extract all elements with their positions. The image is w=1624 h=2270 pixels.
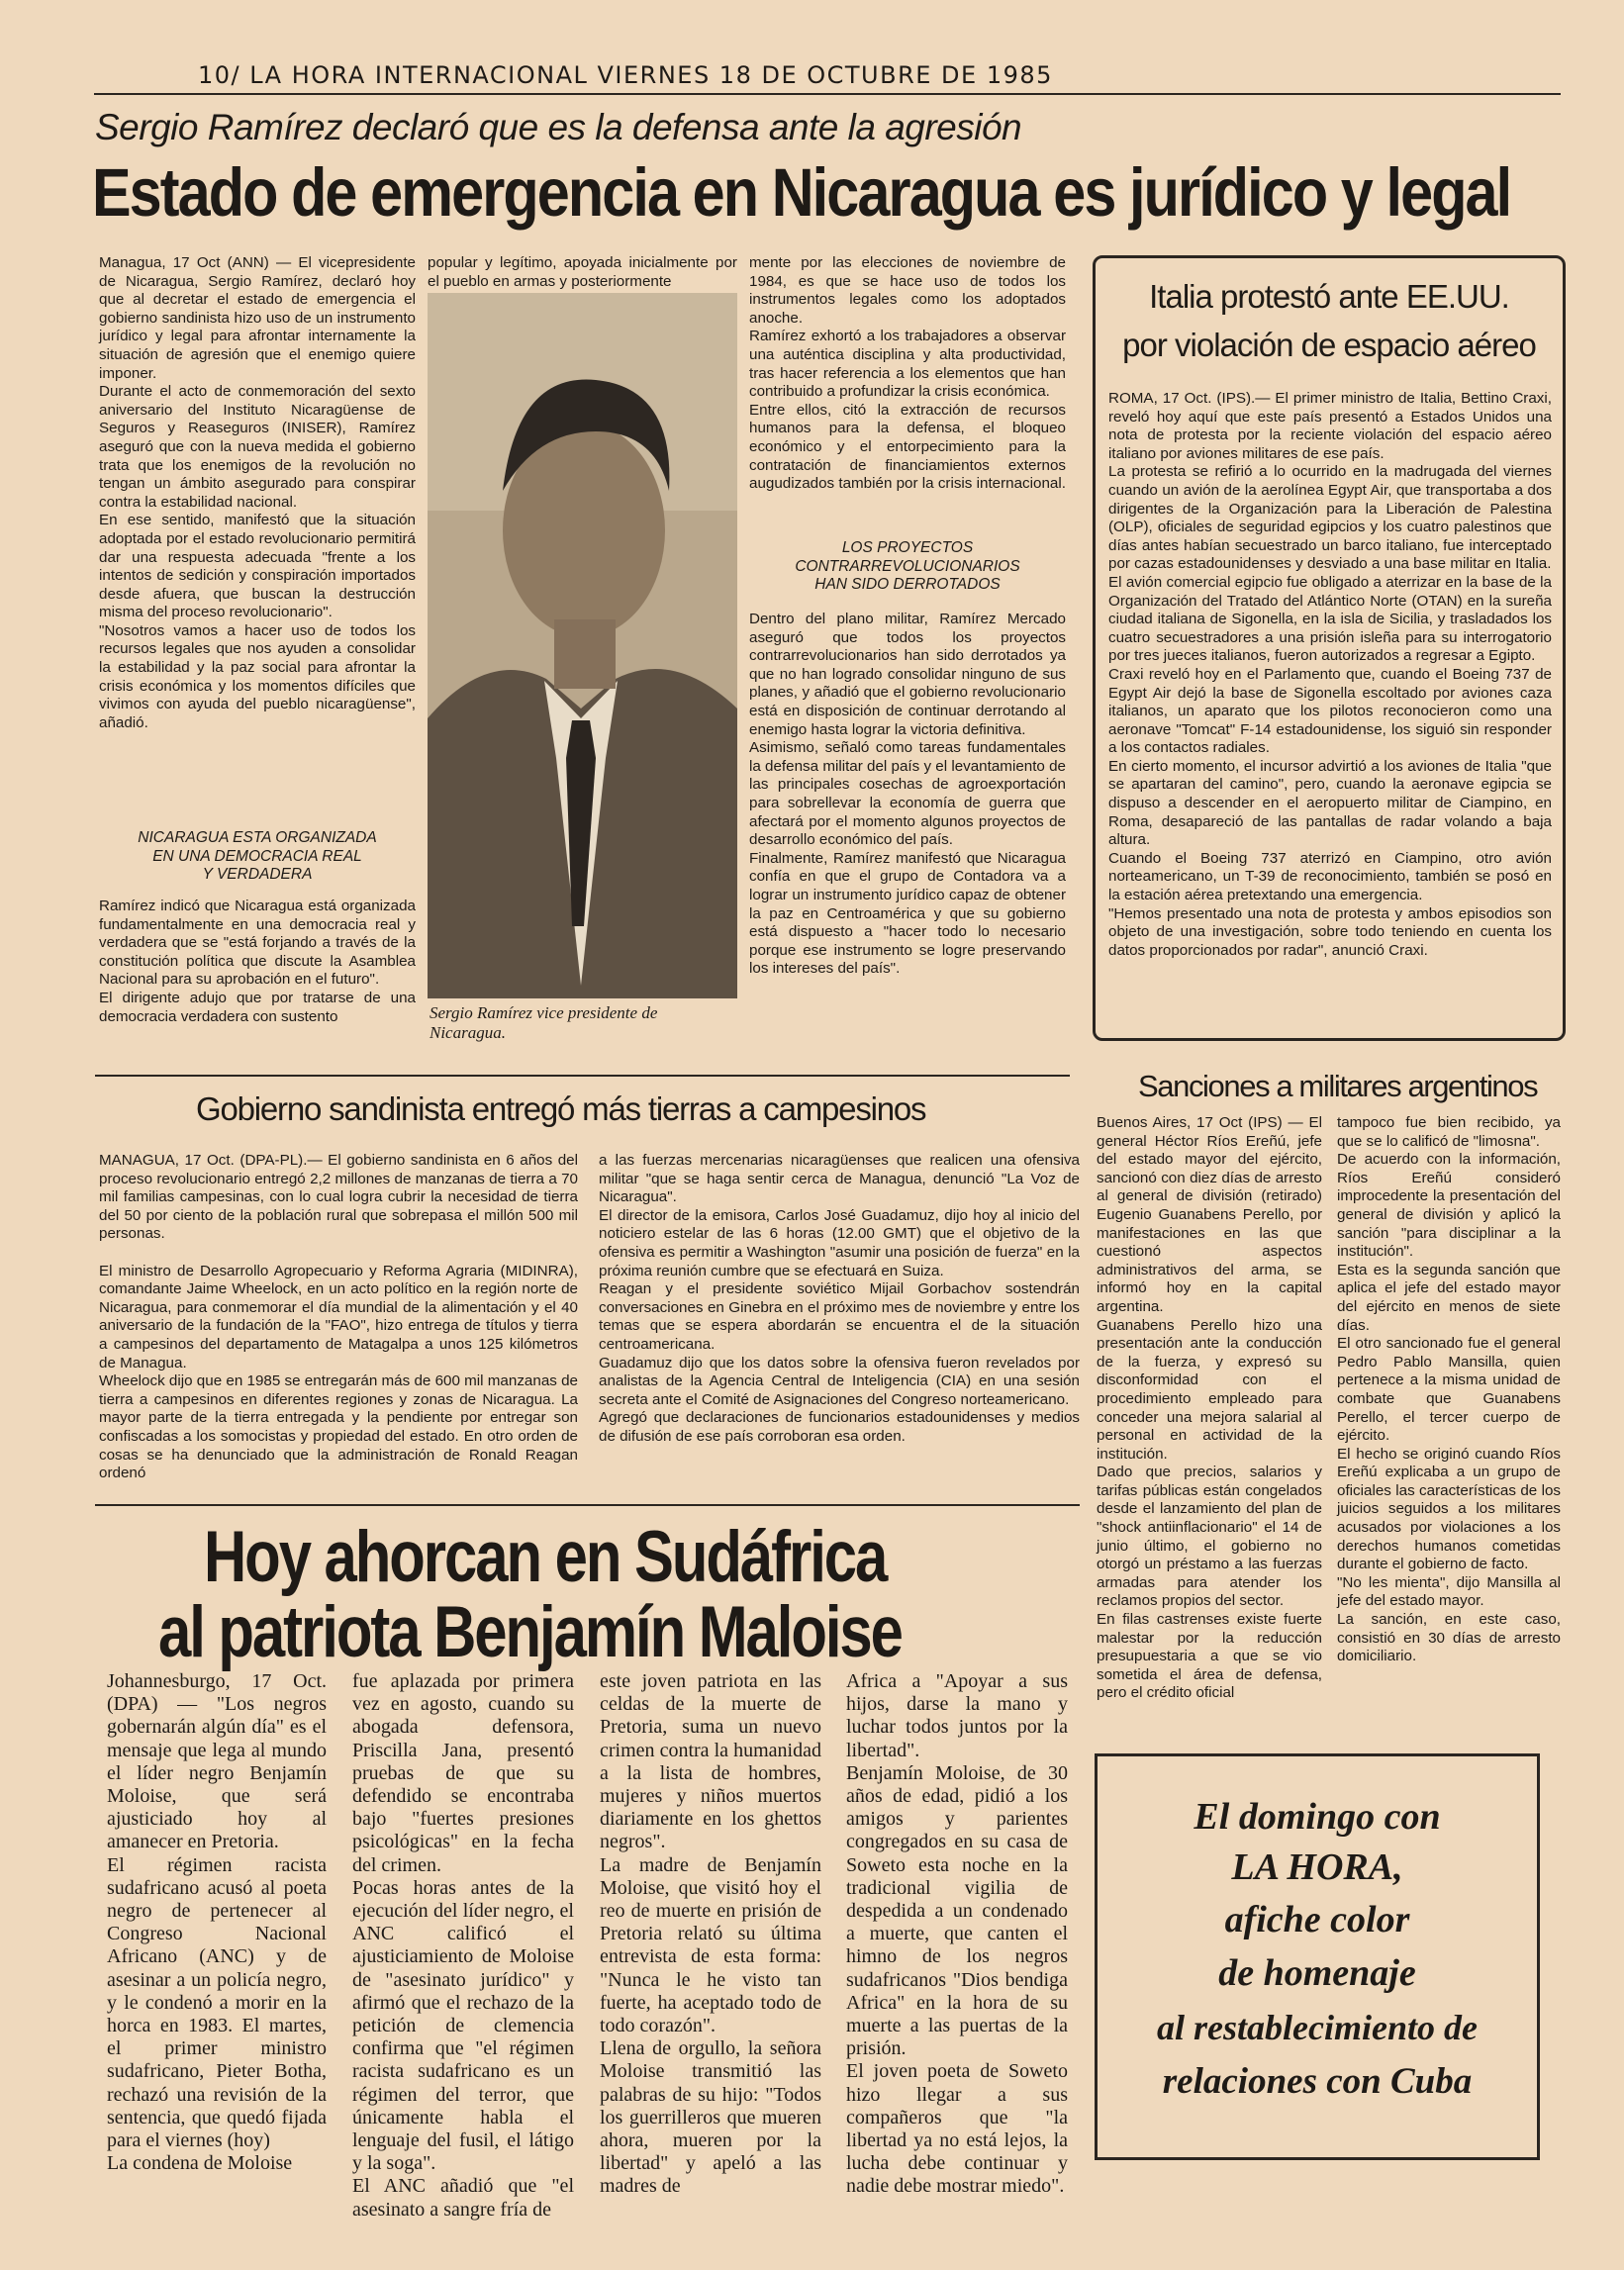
- header-rule: [94, 93, 1561, 95]
- lead-kicker: Sergio Ramírez declaró que es la defensa ante la agresión: [95, 107, 1022, 147]
- sanciones-col1: Buenos Aires, 17 Oct (IPS) — El general Héctor Ríos Ereñú, jefe del estado mayor del ejército, sancionó con diez días de arresto al general de división (retirado) Eugenio Guanabens Perello, por manifestaciones en las que cuestionó aspectos administrativos del arma, se informó hoy en la capital argentina. Guanabens Perello hizo una presentación ante la conducción de la fuerza, y expresó su disconformidad con el procedimiento empleado para conceder una mejora salarial al personal en actividad de la institución. Dado que precios, salarios y tarifas públicas están congelados desde el lanzamiento del plan de "shock antiinflacionario" el 14 de junio último, el gobierno no otorgó un préstamo a las fuerzas armadas para atender los reclamos propios del sector. En filas castrenses existe fuerte malestar por la reducción presupuestaria a que se vio sometida el área de defensa, pero el crédito oficial: [1097, 1114, 1322, 1702]
- maloise-col2: fue aplazada por primera vez en agosto, cuando su abogada defensora, Priscilla Jana, presentó pruebas de que su defendido se encontraba bajo "fuertes presiones psicológicas" en la fecha del crimen. Pocas horas antes de la ejecución del líder negro, el ANC calificó el ajusticiamiento de Moloise de "asesinato jurídico" y afirmó que el rechazo de la petición de clemencia confirma que "el régimen racista sudafricano es un régimen del terror, que únicamente habla el lenguaje del fusil, el látigo y la soga". El ANC añadió que "el asesinato a sangre fría de: [352, 1670, 574, 2221]
- lead-subhead-democracia: NICARAGUA ESTA ORGANIZADA EN UNA DEMOCRACIA REAL Y VERDADERA: [138, 829, 377, 883]
- promo-line-3: afiche color: [1224, 1899, 1410, 1940]
- promo-line-1: El domingo con: [1194, 1796, 1441, 1838]
- promo-line-2: LA HORA,: [1231, 1846, 1403, 1888]
- lead-subhead-proyectos: LOS PROYECTOS CONTRARREVOLUCIONARIOS HAN SIDO DERROTADOS: [795, 539, 1020, 593]
- lead-col1a: Managua, 17 Oct (ANN) — El vicepresidente de Nicaragua, Sergio Ramírez, declaró hoy que al decretar el estado de emergencia el gobierno sandinista hizo uso de un instrumento jurídico y legal para afrontar internamente la situación de agresión que el enemigo quiere imponer. Durante el acto de conmemoración del sexto aniversario del Instituto Nicaragüense de Seguros y Reaseguros (INISER), Ramírez aseguró que con la nueva medida el gobierno trata que los enemigos de la revolución no tengan un ámbito asegurado para conspirar contra la estabilidad nacional. En ese sentido, manifestó que la situación adoptada por el estado revolucionario permitirá dar una respuesta adecuada "frente a los intentos de sedición y conspiración importados desde afuera, que buscan la destrucción misma del proceso revolucionario". "Nosotros vamos a hacer uso de todos los recursos legales que nos ayuden a consolidar la estabilidad y la paz social para afrontar la crisis económica y los momentos difíciles que vivimos con ayuda del pueblo nicaragüense", añadió.: [99, 254, 416, 731]
- italia-headline-2: por violación de espacio aéreo: [1122, 327, 1536, 363]
- promo-line-5: al restablecimiento de: [1157, 2008, 1478, 2047]
- tierras-col1: MANAGUA, 17 Oct. (DPA-PL).— El gobierno sandinista en 6 años del proceso revolucionario entregó 2,2 millones de manzanas de tierra a 70 mil familias campesinas, con lo cual logra cubrir la necesidad de tierra del 50 por ciento de la población rural que sobrepasa el millón 500 mil personas. El ministro de Desarrollo Agropecuario y Reforma Agraria (MIDINRA), comandante Jaime Wheelock, en un acto político en la región norte de Nicaragua, para conmemorar el día mundial de la alimentación y el 40 aniversario de la fundación de la "FAO", hizo entrega de títulos y tierra a campesinos del departamento de Matagalpa a unos 125 kilómetros de Managua. Wheelock dijo que en 1985 se entregarán más de 600 mil manzanas de tierra a campesinos en diferentes regiones y zonas de Nicaragua. La mayor parte de la tierra entregada y la pendiente por entregar son confiscadas a los somocistas y propiedad del estado. En otro orden de cosas se ha denunciado que la administración de Ronald Reagan ordenó: [99, 1152, 578, 1482]
- sanciones-headline: Sanciones a militares argentinos: [1138, 1069, 1538, 1103]
- tierras-headline: Gobierno sandinista entregó más tierras a campesinos: [196, 1090, 926, 1127]
- photo-caption: Sergio Ramírez vice presidente de Nicaragua.: [430, 1003, 658, 1042]
- lead-col2-top: popular y legítimo, apoyada inicialmente por el pueblo en armas y posteriormente: [428, 254, 737, 290]
- italia-headline-1: Italia protestó ante EE.UU.: [1149, 278, 1509, 315]
- lead-col3b: Dentro del plano militar, Ramírez Mercado aseguró que todos los proyectos contrarrevolucionarios han sido derrotados ya que no han logrado consolidar ninguno de sus planes, y añadió que el gobierno revolucionario está en disposición de continuar derrotando al enemigo hasta lograr la victoria definitiva. Asimismo, señaló como tareas fundamentales la defensa militar del país y el levantamiento de las principales cosechas de agroexportación para sobrellevar la economía de guerra que afectará por el momento algunos proyectos de desarrollo económico del país. Finalmente, Ramírez manifestó que Nicaragua confía en que el grupo de Contadora va a lograr un instrumento jurídico capaz de obtener la paz en Centroamérica y que su gobierno está dispuesto a "hacer todo lo necesario porque ese instrumento se logre preservando los intereses del país".: [749, 611, 1066, 978]
- promo-box: [1095, 1753, 1540, 2160]
- tierras-col2: a las fuerzas mercenarias nicaragüenses que realicen una ofensiva militar "que se haga sentir cerca de Managua, denunció "La Voz de Nicaragua". El director de la emisora, Carlos José Guadamuz, dijo hoy al inicio del noticiero estelar de las 6 horas (12.00 GMT) que el objetivo de la ofensiva es permitir a Washington "asumir una posición de fuerza" en la próxima reunión cumbre que se efectuará en Suiza. Reagan y el presidente soviético Mijail Gorbachov sostendrán conversaciones en Ginebra en el próximo mes de noviembre y entre los temas que se espera abordarán se encuentra el de la situación centroamericana. Guadamuz dijo que los datos sobre la ofensiva fueron revelados por analistas de la Agencia Central de Inteligencia (CIA) en una sesión secreta ante el Comité de Asignaciones del Congreso norteamericano. Agregó que declaraciones de funcionarios estadounidenses y medios de difusión de ese país corroboran esa orden.: [599, 1152, 1080, 1445]
- promo-line-4: de homenaje: [1218, 1952, 1416, 1994]
- maloise-col3: este joven patriota en las celdas de la muerte de Pretoria, suma un nuevo crimen contra la humanidad a la lista de hombres, mujeres y niños muertos diariamente en los ghettos negros". La madre de Benjamín Moloise, que visitó hoy el reo de muerte en prisión de Pretoria relató su última entrevista de esta forma: "Nunca le he visto tan fuerte, ha aceptado todo de todo corazón". Llena de orgullo, la señora Moloise transmitió las palabras de su hijo: "Todos los guerrilleros que mueren ahora, mueren por la libertad" y apeló a las madres de: [600, 1670, 821, 2198]
- page-header: 10/ LA HORA INTERNACIONAL VIERNES 18 DE OCTUBRE DE 1985: [198, 61, 1053, 89]
- promo-line-6: relaciones con Cuba: [1162, 2061, 1473, 2102]
- lead-bottom-rule: [95, 1075, 1070, 1077]
- ramirez-photo: [428, 293, 737, 998]
- lead-col3a: mente por las elecciones de noviembre de 1984, es que se hace uso de todos los instrumentos legales como los adoptados anoche. Ramírez exhortó a los trabajadores a observar una auténtica disciplina y alta productividad, tras hacer referencia a los elementos que han contribuido a profundizar la crisis económica. Entre ellos, citó la extracción de recursos humanos para la defensa, el bloqueo económico y el entorpecimiento para la contratación de financiamientos externos augudizados también por la crisis internacional.: [749, 254, 1066, 493]
- maloise-col1: Johannesburgo, 17 Oct. (DPA) — "Los negros gobernarán algún día" es el mensaje que lega al mundo el líder negro Benjamín Moloise, que será ajusticiado hoy al amanecer en Pretoria. El régimen racista sudafricano acusó al poeta negro de pertenecer al Congreso Nacional Africano (ANC) y de asesinar a un policía negro, y le condenó a morir en la horca en 1983. El martes, el primer ministro sudafricano, Pieter Botha, rechazó una revisión de la sentencia, que quedó fijada para el viernes (hoy) La condena de Moloise: [107, 1670, 327, 2175]
- ramirez-portrait-illustration: [428, 293, 737, 998]
- italia-body: ROMA, 17 Oct. (IPS).— El primer ministro de Italia, Bettino Craxi, reveló hoy aquí que este país presentó a Estados Unidos una nota de protesta por la reciente violación del espacio aéreo italiano por aviones militares de ese país. La protesta se refirió a lo ocurrido en la madrugada del viernes cuando un avión de la aerolínea Egypt Air, que transportaba a dos dirigentes de la Organización para la Liberación de Palestina (OLP), oficiales de seguridad egipcios y los cuatro palestinos que días antes habían secuestrado un barco italiano, fue interceptado por cazas estadounidenses y desviado a una base militar en Italia. El avión comercial egipcio fue obligado a aterrizar en la base de la Organización del Tratado del Atlántico Norte (OTAN) en la sureña ciudad italiana de Sigonella, en la isla de Sicilia, y trasladados los cuatro secuestradores a una prisión isleña para su interrogatorio por tres jueces italianos, fueron autorizados a regresar a Egipto. Craxi reveló hoy en el Parlamento que, cuando el Boeing 737 de Egypt Air dejó la base de Sigonella escoltado por aviones caza italianos, un aparato que los pilotos reconocieron como una aeronave "Tomcat" F-14 estadounidense, los siguió sin responder a los contactos radiales. En cierto momento, el incursor advirtió a los aviones de Italia "que se apartaran del camino", pero, cuando la aeronave egipcia se dispuso a descender en el aeropuerto militar de Ciampino, en Roma, desapareció de las pantallas de radar volando a baja altura. Cuando el Boeing 737 aterrizó en Ciampino, otro avión norteamericano, un T-39 de reconocimiento, también se posó en la estación aérea pretextando una emergencia. "Hemos presentado una nota de protesta y ambos episodios son objeto de una investigación, sobre todo teniendo en cuenta los datos proporcionados por radar", anunció Craxi.: [1108, 390, 1552, 959]
- maloise-col4: Africa a "Apoyar a sus hijos, darse la mano y luchar todos juntos por la libertad". Benjamín Moloise, de 30 años de edad, pidió a los amigos y parientes congregados en su casa de Soweto esta noche en la tradicional vigilia de despedida a un condenado a muerte, que canten el himno de los negros sudafricanos "Dios bendiga Africa" en la hora de su muerte a las puertas de la prisión. El joven poeta de Soweto hizo llegar a sus compañeros que "la libertad ya no está lejos, la lucha debe continuar y nadie debe mostrar miedo".: [846, 1670, 1068, 2198]
- sanciones-col2: tampoco fue bien recibido, ya que se lo calificó de "limosna". De acuerdo con la información, Ríos Ereñú consideró improcedente la presentación del general de división y aplicó la sanción "para disciplinar a la institución". Esta es la segunda sanción que aplica el jefe del estado mayor del ejército en menos de siete días. El otro sancionado fue el general Pedro Pablo Mansilla, quien pertenece a la misma unidad de combate que Guanabens Perello, el tercer cuerpo de ejército. El hecho se originó cuando Ríos Ereñú explicaba a un grupo de oficiales las características de los juicios seguidos a los militares acusados por violaciones a los derechos humanos cometidas durante el gobierno de facto. "No les mienta", dijo Mansilla al jefe del estado mayor. La sanción, en este caso, consistió en 30 días de arresto domiciliario.: [1337, 1114, 1561, 1665]
- tierras-bottom-rule: [95, 1504, 1080, 1506]
- maloise-headline-2: al patriota Benjamín Maloise: [158, 1592, 902, 1672]
- lead-headline: Estado de emergencia en Nicaragua es jurídico y legal: [92, 154, 1511, 231]
- lead-col1b: Ramírez indicó que Nicaragua está organizada fundamentalmente en una democracia real y verdadera que se "está forjando a través de la constitución política que discute la Asamblea Nacional para su aprobación en el futuro". El dirigente adujo que por tratarse de una democracia verdadera con sustento: [99, 898, 416, 1025]
- maloise-headline-1: Hoy ahorcan en Sudáfrica: [204, 1517, 887, 1597]
